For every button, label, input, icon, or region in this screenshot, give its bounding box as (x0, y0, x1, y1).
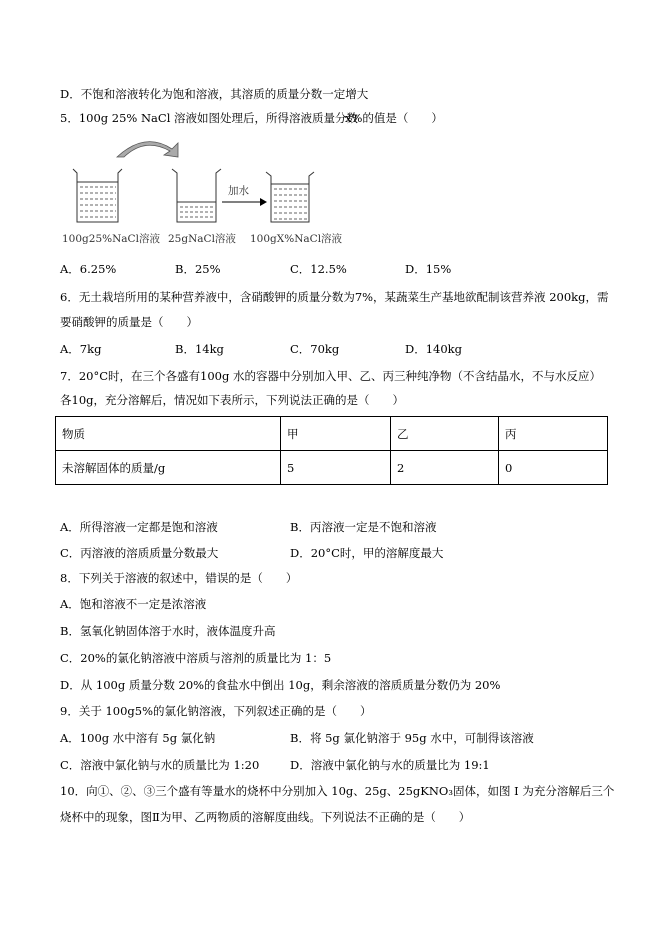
q7-option-d: D．20°C时，甲的溶解度最大 (290, 546, 444, 560)
beaker-2-label: 25gNaCl溶液 (168, 233, 236, 245)
q6-option-d: D．140kg (405, 342, 463, 356)
q9-option-d: D．溶液中氯化钠与水的质量比为 19:1 (290, 758, 490, 772)
table-row (56, 451, 608, 485)
table-header: 物质 (56, 417, 281, 451)
q8-stem: 8．下列关于溶液的叙述中，错误的是（ ） (60, 571, 298, 585)
beaker-1-label: 100g25%NaCl溶液 (62, 233, 160, 245)
q8-option-c: C．20%的氯化钠溶液中溶质与溶剂的质量比为 1：5 (60, 651, 332, 665)
q5-option-d: D．15% (405, 262, 452, 276)
table-header: 丙 (499, 417, 608, 451)
q4-option-d: D．不饱和溶液转化为饱和溶液，其溶质的质量分数一定增大 (60, 87, 369, 101)
q8-option-d: D．从 100g 质量分数 20%的食盐水中倒出 10g，剩余溶液的溶质质量分数仍为 20% (60, 678, 501, 692)
q7-option-c: C．丙溶液的溶质质量分数最大 (60, 546, 219, 560)
table-cell: 0 (499, 451, 608, 485)
table-header: 乙 (391, 417, 499, 451)
q6-option-a: A．7kg (60, 342, 102, 356)
q5-option-b: B．25% (175, 262, 221, 276)
q6-option-b: B．14kg (175, 342, 224, 356)
q9-option-c: C．溶液中氯化钠与水的质量比为 1:20 (60, 758, 260, 772)
q9-option-b: B．将 5g 氯化钠溶于 95g 水中，可制得该溶液 (290, 731, 534, 745)
q10-stem-line2: 烧杯中的现象，图Ⅱ为甲、乙两物质的溶解度曲线。下列说法不正确的是（ ） (60, 810, 471, 824)
q9-stem: 9．关于 100g5%的氯化钠溶液，下列叙述正确的是（ ） (60, 704, 372, 718)
beaker-2-icon (172, 169, 221, 222)
beaker-1-icon (73, 169, 122, 222)
q7-option-b: B．丙溶液一定是不饱和溶液 (290, 520, 437, 534)
q6-option-c: C．70kg (290, 342, 340, 356)
beaker-3-icon (266, 172, 314, 222)
curved-arrow-icon (117, 142, 178, 157)
table-cell: 2 (391, 451, 499, 485)
q7-option-a: A．所得溶液一定都是饱和溶液 (60, 520, 218, 534)
q5-stem: 5．100g 25% NaCl 溶液如图处理后，所得溶液质量分数 (60, 111, 359, 125)
table-cell: 5 (281, 451, 391, 485)
q5-stem-end: x%的值是（ ） (345, 111, 443, 125)
q9-option-a: A．100g 水中溶有 5g 氯化钠 (60, 731, 216, 745)
arrow-right-icon (222, 198, 267, 206)
q5-option-c: C．12.5% (290, 262, 347, 276)
q8-option-a: A．饱和溶液不一定是浓溶液 (60, 597, 207, 611)
q8-option-b: B．氢氧化钠固体溶于水时，液体温度升高 (60, 624, 276, 638)
table-header-row (56, 417, 608, 451)
table-cell: 未溶解固体的质量/g (56, 451, 281, 485)
q7-table (55, 416, 608, 485)
beaker-3-label: 100gX%NaCl溶液 (250, 233, 343, 245)
q7-stem-line2: 各10g，充分溶解后，情况如下表所示，下列说法正确的是（ ） (60, 393, 404, 407)
table-header: 甲 (281, 417, 391, 451)
q5-beaker-figure (60, 135, 360, 230)
q5-option-a: A．6.25% (60, 262, 117, 276)
q7-stem-line1: 7．20°C时，在三个各盛有100g 水的容器中分别加入甲、乙、丙三种纯净物（不含结晶水，不与水反应） (60, 369, 601, 383)
q6-stem-line1: 6．无土栽培所用的某种营养液中，含硝酸钾的质量分数为7%，某蔬菜生产基地欲配制该营养液 200kg，需 (60, 290, 609, 304)
q10-stem-line1: 10．向①、②、③三个盛有等量水的烧杯中分别加入 10g、25g、25gKNO₃固体，如图 I 为充分溶解后三个 (60, 784, 615, 798)
q6-stem-line2: 要硝酸钾的质量是（ ） (60, 315, 198, 329)
add-water-label: 加水 (228, 185, 249, 197)
